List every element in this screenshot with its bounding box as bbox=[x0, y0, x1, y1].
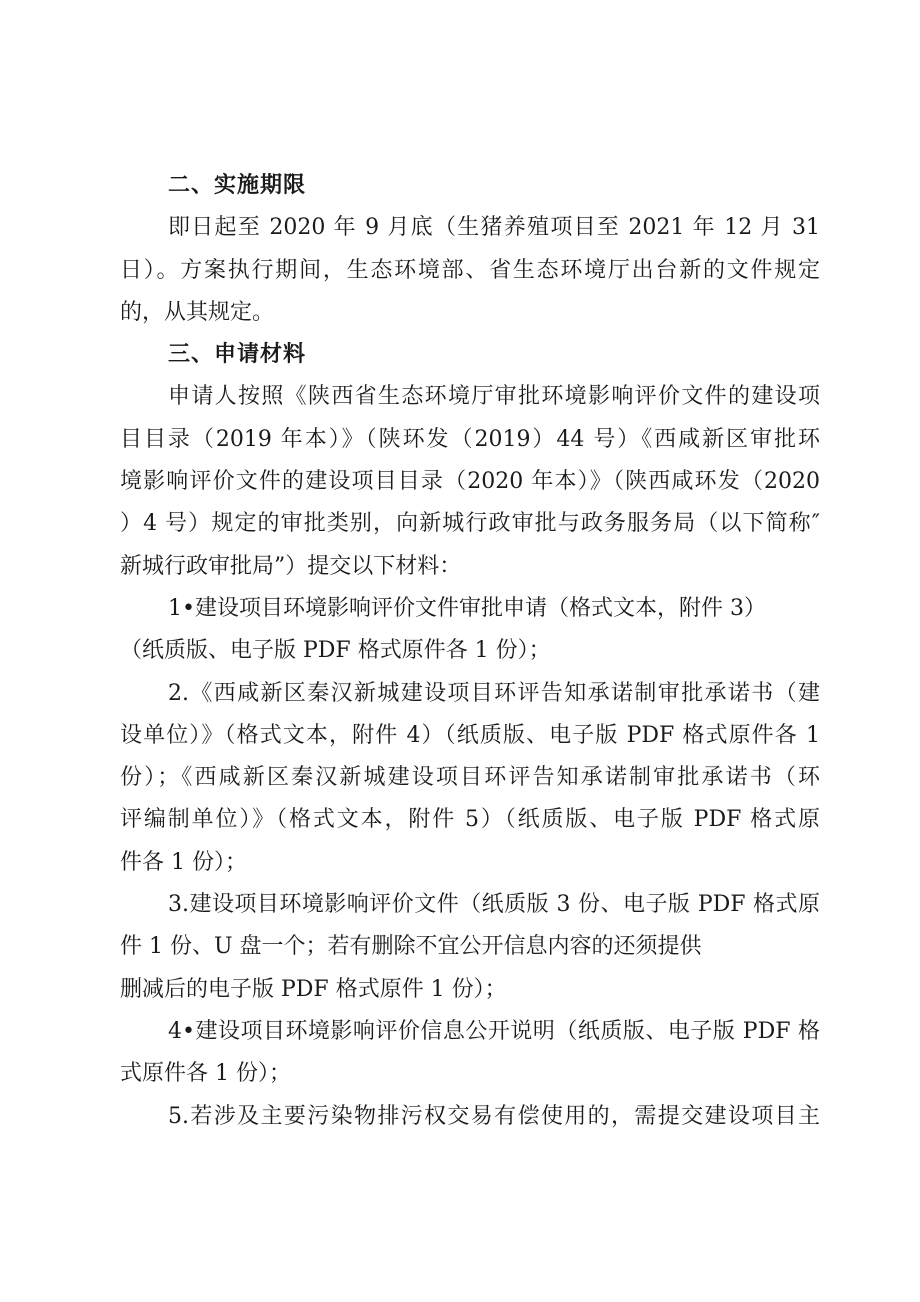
document-body bbox=[120, 165, 820, 1138]
paragraph-line: 申请人按照《陕西省生态环境厅审批环境影响评价文件的建设项 bbox=[168, 384, 820, 410]
paragraph-line: ）4 号）规定的审批类别，向新城行政审批与政务服务局（以下简称″ bbox=[120, 511, 820, 537]
paragraph-line: 的，从其规定。 bbox=[120, 299, 275, 325]
list-item-1-line: （纸质版、电子版 PDF 格式原件各 1 份）； bbox=[120, 638, 551, 664]
list-item-2-line: 份）；《西咸新区秦汉新城建设项目环评告知承诺制审批承诺书（环 bbox=[120, 765, 820, 791]
list-item-2-line: 评编制单位）》（格式文本，附件 5）（纸质版、电子版 PDF 格式原 bbox=[120, 807, 820, 833]
list-item-2-line: 件各 1 份）； bbox=[120, 849, 247, 875]
section-2-heading: 二、实施期限 bbox=[168, 173, 307, 198]
paragraph-line: 目目录（2019 年本）》（陕环发（2019）44 号）《西咸新区审批环 bbox=[120, 426, 820, 452]
section-3-heading: 三、申请材料 bbox=[168, 342, 307, 368]
list-item-3-line: 件 1 份、U 盘一个；若有删除不宜公开信息内容的还须提供 bbox=[120, 934, 702, 960]
list-item-4-line: 式原件各 1 份）； bbox=[120, 1061, 291, 1087]
paragraph-line: 即日起至 2020 年 9 月底（生猪养殖项目至 2021 年 12 月 31 bbox=[168, 215, 820, 241]
paragraph-line: 日）。方案执行期间，生态环境部、省生态环境厅出台新的文件规定 bbox=[120, 257, 820, 283]
list-item-2-line: 2.《西咸新区秦汉新城建设项目环评告知承诺制审批承诺书（建 bbox=[168, 680, 820, 706]
list-item-2-line: 设单位）》（格式文本，附件 4）（纸质版、电子版 PDF 格式原件各 1 bbox=[120, 722, 820, 748]
paragraph-line: 境影响评价文件的建设项目目录（2020 年本）》（陕西咸环发（2020 bbox=[120, 469, 820, 495]
list-item-5-line: 5.若涉及主要污染物排污权交易有偿使用的，需提交建设项目主 bbox=[168, 1103, 820, 1129]
list-item-3-line: 3.建设项目环境影响评价文件（纸质版 3 份、电子版 PDF 格式原 bbox=[168, 892, 820, 918]
list-item-1-line: 1•建设项目环境影响评价文件审批申请（格式文本，附件 3） bbox=[168, 595, 766, 621]
list-item-3-line: 删减后的电子版 PDF 格式原件 1 份）； bbox=[120, 976, 507, 1002]
paragraph-line: 新城行政审批局”）提交以下材料： bbox=[120, 553, 462, 579]
list-item-4-line: 4•建设项目环境影响评价信息公开说明（纸质版、电子版 PDF 格 bbox=[168, 1018, 820, 1044]
